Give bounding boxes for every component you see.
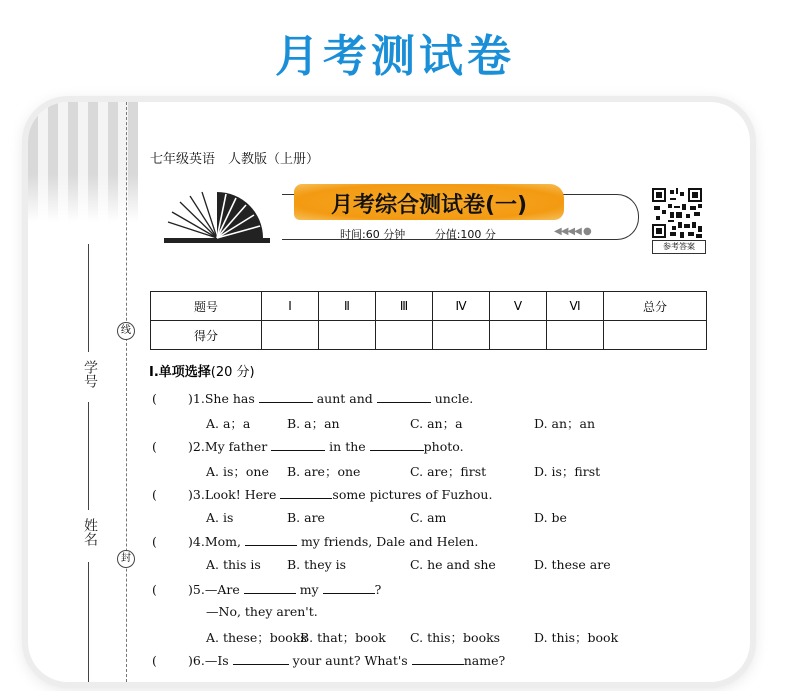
question-text: name? <box>463 653 506 668</box>
question-text: She has <box>204 391 255 406</box>
answer-blank[interactable] <box>370 438 424 451</box>
exam-paper <box>28 102 750 682</box>
answer-blank[interactable] <box>259 390 313 403</box>
answer-bracket[interactable]: ( <box>152 391 157 406</box>
question-text: ? <box>374 582 382 597</box>
student-name-label: 姓名 <box>82 518 98 546</box>
option-a[interactable]: A. these；books <box>206 630 307 645</box>
exam-meta <box>340 226 522 242</box>
score-table-cell: Ⅲ <box>376 292 433 321</box>
question-item: ( )1.She has aunt and uncle. <box>152 391 474 406</box>
question-text: my <box>299 582 319 597</box>
seal-fold-mark: 封 <box>117 550 135 568</box>
page-heading: 月考测试卷 <box>275 31 515 82</box>
answer-blank[interactable] <box>245 533 297 546</box>
answer-bracket[interactable]: ( <box>152 439 157 454</box>
option-d[interactable]: D. is；first <box>534 464 601 479</box>
name-underline-bottom <box>88 562 89 682</box>
question-text: aunt and <box>316 391 373 406</box>
arrow-decoration: ◀◀◀◀ ● <box>554 226 591 237</box>
score-input-cell[interactable] <box>490 321 547 350</box>
book-fan-icon <box>164 188 270 244</box>
section-title: Ⅰ.单项选择 <box>149 365 211 380</box>
qr-code-icon[interactable] <box>652 188 702 238</box>
question-text: —Are <box>204 582 240 597</box>
score-input-cell[interactable] <box>547 321 604 350</box>
total-score: 分值:100 分 <box>434 228 496 241</box>
question-item: ( )4.Mom, my friends, Dale and Helen. <box>152 534 479 549</box>
grade-edition: 七年级英语 人教版（上册） <box>150 152 320 167</box>
question-item: ( )5.—Are my ? <box>152 582 382 597</box>
score-table-cell: 得分 <box>151 321 262 350</box>
question-text: your aunt? What's <box>292 653 408 668</box>
question-number: 6. <box>192 653 205 668</box>
decorative-stripes <box>28 102 138 222</box>
question-item: ( )2.My father in the photo. <box>152 439 464 454</box>
binding-dashed-line <box>126 102 127 682</box>
section-heading <box>149 361 255 380</box>
question-text: Look! Here <box>204 487 277 502</box>
answer-blank[interactable] <box>244 581 296 594</box>
score-input-cell[interactable] <box>262 321 319 350</box>
question-number: 3. <box>192 487 205 502</box>
option-d[interactable]: D. an；an <box>534 416 596 431</box>
title-banner <box>164 184 644 260</box>
answer-blank[interactable] <box>271 438 325 451</box>
answer-blank[interactable] <box>233 652 289 665</box>
option-a[interactable]: A. is；one <box>206 464 269 479</box>
score-input-cell[interactable] <box>604 321 707 350</box>
score-table-cell: Ⅵ <box>547 292 604 321</box>
question-item: ( )3.Look! Here some pictures of Fuzhou. <box>152 487 493 502</box>
option-c[interactable]: C. he and she <box>410 557 496 572</box>
question-number: 4. <box>192 534 205 549</box>
answer-key-caption: 参考答案 <box>652 240 706 254</box>
score-table-cell: 题号 <box>151 292 262 321</box>
score-input-cell[interactable] <box>433 321 490 350</box>
option-d[interactable]: D. be <box>534 510 567 525</box>
option-b[interactable]: B. are <box>287 510 325 525</box>
question-number: 5. <box>192 582 205 597</box>
answer-blank[interactable] <box>412 652 464 665</box>
answer-bracket[interactable]: ( <box>152 534 157 549</box>
name-underline-top <box>88 402 89 510</box>
section-points: (20 分) <box>210 365 255 380</box>
question-text: Mom, <box>204 534 241 549</box>
question-text: My father <box>204 439 268 454</box>
number-underline <box>88 244 89 352</box>
option-b[interactable]: B. a；an <box>287 416 340 431</box>
question-text: in the <box>329 439 366 454</box>
option-c[interactable]: C. this；books <box>410 630 501 645</box>
question-text: some pictures of Fuzhou. <box>332 487 493 502</box>
option-a[interactable]: A. a；a <box>206 416 251 431</box>
question-item: ( )6.—Is your aunt? What's name? <box>152 653 506 668</box>
option-b[interactable]: B. they is <box>287 557 347 572</box>
score-table-header-row <box>151 292 707 321</box>
question-text: photo. <box>423 439 464 454</box>
score-table-cell: 总分 <box>604 292 707 321</box>
answer-bracket[interactable]: ( <box>152 487 157 502</box>
question-text: —Is <box>204 653 229 668</box>
score-table-cell: Ⅱ <box>319 292 376 321</box>
seal-line-mark: 线 <box>117 322 135 340</box>
time-limit: 时间:60 分钟 <box>340 228 406 241</box>
score-input-cell[interactable] <box>319 321 376 350</box>
exam-title: 月考综合测试卷(一) <box>330 193 528 218</box>
answer-blank[interactable] <box>323 581 375 594</box>
score-table-score-row <box>151 321 707 350</box>
option-c[interactable]: C. are；first <box>410 464 487 479</box>
score-table-cell: Ⅰ <box>262 292 319 321</box>
question-number: 1. <box>192 391 205 406</box>
score-table <box>150 291 707 350</box>
question-reply: —No, they aren't. <box>206 604 318 619</box>
option-b[interactable]: B. that；book <box>300 630 386 645</box>
option-a[interactable]: A. this is <box>206 557 261 572</box>
question-text: uncle. <box>434 391 474 406</box>
answer-blank[interactable] <box>377 390 431 403</box>
score-input-cell[interactable] <box>376 321 433 350</box>
question-text: my friends, Dale and Helen. <box>300 534 479 549</box>
option-d[interactable]: D. these are <box>534 557 611 572</box>
question-number: 2. <box>192 439 205 454</box>
answer-blank[interactable] <box>280 486 332 499</box>
score-table-cell: Ⅳ <box>433 292 490 321</box>
option-b[interactable]: B. are；one <box>287 464 361 479</box>
answer-bracket[interactable]: ( <box>152 582 157 597</box>
option-c[interactable]: C. an；a <box>410 416 463 431</box>
option-c[interactable]: C. am <box>410 510 447 525</box>
option-d[interactable]: D. this；book <box>534 630 619 645</box>
student-number-label: 学号 <box>82 360 98 388</box>
option-a[interactable]: A. is <box>206 510 234 525</box>
score-table-cell: Ⅴ <box>490 292 547 321</box>
answer-bracket[interactable]: ( <box>152 653 157 668</box>
